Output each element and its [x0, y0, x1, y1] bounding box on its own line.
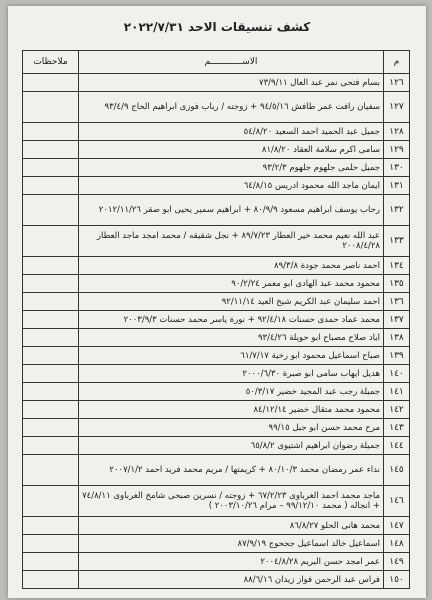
row-number: ١٣٦	[384, 293, 410, 311]
row-notes	[23, 535, 79, 553]
row-name: سامى اكرم سلامة العقاد ٨١/٨/٢٠	[79, 141, 384, 159]
row-name: محمد هانى الحلو ٨٦/٨/٢٧	[79, 517, 384, 535]
table-row	[23, 141, 410, 159]
row-notes	[23, 455, 79, 486]
row-notes	[23, 437, 79, 455]
row-number: ١٢٦	[384, 74, 410, 92]
row-number: ١٣٥	[384, 275, 410, 293]
table-row	[23, 226, 410, 257]
table-row	[23, 517, 410, 535]
row-name: فراس عبد الرحمن فواز زيدان ٨٨/٦/١٦	[79, 571, 384, 589]
row-notes	[23, 517, 79, 535]
row-number: ١٣٩	[384, 347, 410, 365]
row-notes	[23, 571, 79, 589]
header-notes: ملاحظات	[23, 51, 79, 74]
table-row	[23, 486, 410, 517]
row-number: ١٥٠	[384, 571, 410, 589]
row-number: ١٤٠	[384, 365, 410, 383]
table-row	[23, 311, 410, 329]
header-name: الاســــــــــــم	[79, 51, 384, 74]
table-row	[23, 347, 410, 365]
row-name: نداء عمر رمضان محمد ٨٠/١٠/٣ + كريمتها / مريم محمد فريد احمد ٢٠٠٧/١/٢	[79, 455, 384, 486]
row-notes	[23, 365, 79, 383]
header-num: م	[384, 51, 410, 74]
row-notes	[23, 92, 79, 123]
table-row	[23, 553, 410, 571]
row-number: ١٤٣	[384, 419, 410, 437]
row-name: احمد سليمان عبد الكريم شيخ العيد ٩٢/١١/١٤	[79, 293, 384, 311]
row-number: ١٣٤	[384, 257, 410, 275]
row-notes	[23, 553, 79, 571]
row-name: جميل حلمى جلهوم جلهوم ٩٣/٢/٣	[79, 159, 384, 177]
row-number: ١٤٥	[384, 455, 410, 486]
row-name: رحاب يوسف ابراهيم مسعود ٨٠/٩/٩ + ابراهيم سمير يحيى ابو صقر ٢٠١٢/١١/٢٦	[79, 195, 384, 226]
row-number: ١٤٤	[384, 437, 410, 455]
row-notes	[23, 123, 79, 141]
row-name: جميلة رضوان ابراهيم اشتيوى ٦٥/٨/٢	[79, 437, 384, 455]
row-number: ١٢٩	[384, 141, 410, 159]
row-number: ١٤١	[384, 383, 410, 401]
row-number: ١٤٦	[384, 486, 410, 517]
row-name: احمد ناصر محمد جودة ٨٩/٣/٨	[79, 257, 384, 275]
row-name: عبد الله نعيم محمد خير العطار ٨٩/٧/٢٣ + نجل شقيقه / محمد امجد ماجد العطار ٢٠٠٨/٤/٢٨	[79, 226, 384, 257]
row-name: اسماعيل خالد اسماعيل ججحوج ٨٧/٩/١٩	[79, 535, 384, 553]
row-notes	[23, 141, 79, 159]
row-notes	[23, 383, 79, 401]
row-notes	[23, 293, 79, 311]
row-name: اياد صلاح مصباح ابو حويلة ٩٣/٤/٢٦	[79, 329, 384, 347]
table-row	[23, 159, 410, 177]
row-number: ١٢٧	[384, 92, 410, 123]
document-page	[8, 6, 426, 598]
table-row	[23, 275, 410, 293]
row-name: مرح محمد حسن ابو جبل ٩٩/١٥	[79, 419, 384, 437]
row-name: ماجد محمد احمد الغرباوى ٦٧/٢/٢٣ + زوجته / نسرين صبحى شامخ الغرباوى ٧٤/٨/١١ + انجاله ( محمد ٩٩/١٢/١٠ – مرام ٢٠٠٣/١٠/٢٦ )	[79, 486, 384, 517]
row-number: ١٤٢	[384, 401, 410, 419]
row-number: ١٤٧	[384, 517, 410, 535]
table-row	[23, 195, 410, 226]
row-notes	[23, 486, 79, 517]
row-notes	[23, 195, 79, 226]
row-number: ١٣٨	[384, 329, 410, 347]
row-notes	[23, 159, 79, 177]
row-number: ١٢٨	[384, 123, 410, 141]
table-row	[23, 123, 410, 141]
table-row	[23, 329, 410, 347]
row-notes	[23, 226, 79, 257]
row-name: عمر امجد حسن البريم ٢٠٠٤/٨/٢٨	[79, 553, 384, 571]
row-name: محمود محمد متقال خضير ٨٤/١٢/١٤	[79, 401, 384, 419]
row-name: جميلة رجب عبد المجيد خضير ٥٠/٣/١٧	[79, 383, 384, 401]
table-row	[23, 257, 410, 275]
table-row	[23, 383, 410, 401]
row-number: ١٤٩	[384, 553, 410, 571]
row-name: ايمان ماجد الله محمود ادريس ٦٤/٨/١٥	[79, 177, 384, 195]
row-number: ١٤٨	[384, 535, 410, 553]
row-number: ١٣٧	[384, 311, 410, 329]
row-name: بسام فتحى نمر عبد العال ٧٣/٩/١١	[79, 74, 384, 92]
row-name: سفيان رافت عمر طافش ٩٤/٥/١٦ + زوجته / رباب فوزى ابراهيم الحاج ٩٣/٤/٩	[79, 92, 384, 123]
table-row	[23, 455, 410, 486]
row-name: محمود محمد عبد الهادى ابو معمر ٩٠/٢/٢٤	[79, 275, 384, 293]
row-notes	[23, 74, 79, 92]
row-notes	[23, 311, 79, 329]
row-name: جميل عبد الحميد احمد السعيد ٥٤/٨/٢٠	[79, 123, 384, 141]
table-row	[23, 365, 410, 383]
table-row	[23, 74, 410, 92]
table-header-row	[23, 51, 410, 74]
table-row	[23, 571, 410, 589]
row-notes	[23, 419, 79, 437]
row-number: ١٣١	[384, 177, 410, 195]
row-number: ١٣٠	[384, 159, 410, 177]
table-row	[23, 293, 410, 311]
row-name: هديل ايهاب سامى ابو صبرة ٢٠٠٠/٦/٣٠	[79, 365, 384, 383]
row-number: ١٣٢	[384, 195, 410, 226]
table-row	[23, 419, 410, 437]
names-table	[22, 50, 410, 589]
table-row	[23, 401, 410, 419]
row-notes	[23, 401, 79, 419]
table-row	[23, 535, 410, 553]
row-notes	[23, 275, 79, 293]
row-name: صباح اسماعيل محمود ابو رخية ٦١/٧/١٧	[79, 347, 384, 365]
row-name: محمد عماد حمدى حسنات ٩٢/٤/١٨ + نورة ياسر محمد حسنات ٢٠٠٣/٩/٣	[79, 311, 384, 329]
table-row	[23, 177, 410, 195]
table-row	[23, 437, 410, 455]
table-row	[23, 92, 410, 123]
page-title: كشف تنسيقات الاحد ٢٠٢٢/٧/٣١	[123, 20, 311, 34]
row-notes	[23, 257, 79, 275]
row-notes	[23, 177, 79, 195]
row-number: ١٣٣	[384, 226, 410, 257]
row-notes	[23, 347, 79, 365]
row-notes	[23, 329, 79, 347]
